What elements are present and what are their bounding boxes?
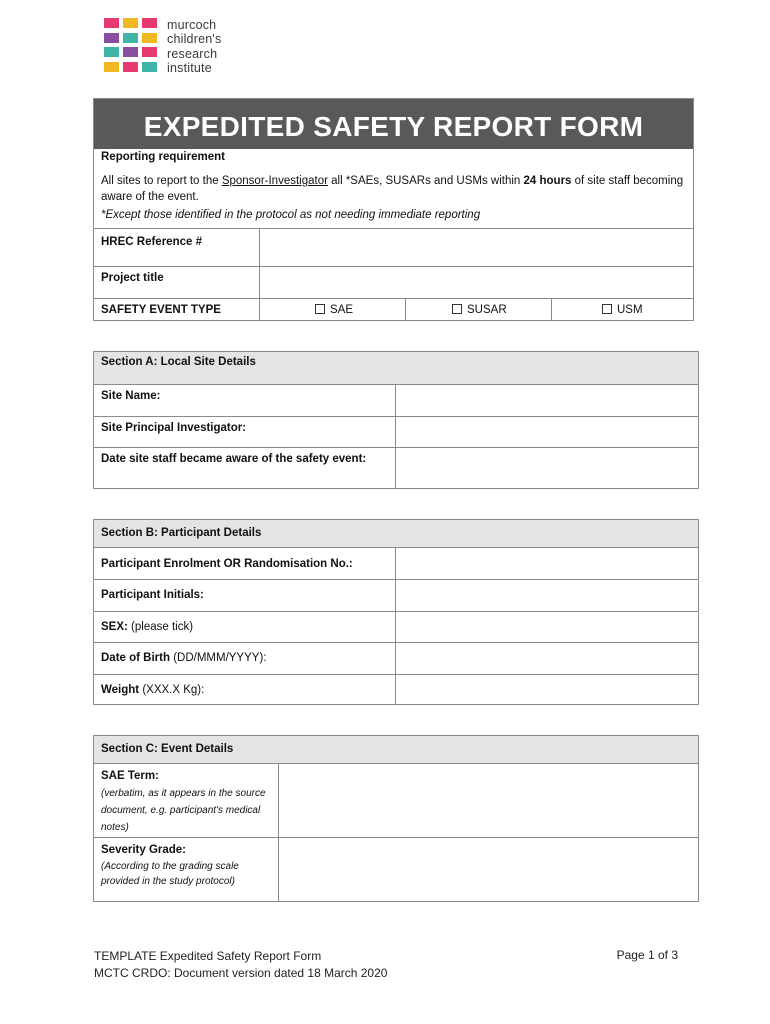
form-header-table (93, 98, 694, 321)
reporting-text-part: all *SAEs, SUSARs and USMs within (327, 175, 524, 187)
enrolment-label: Participant Enrolment OR Randomisation No.: (101, 558, 353, 570)
reporting-text (101, 173, 685, 205)
weight-hint: (XXX.X Kg): (139, 684, 205, 696)
sex-input[interactable] (395, 612, 698, 642)
logo-tile (104, 18, 119, 28)
logo-tile (104, 62, 119, 72)
logo-tile (123, 33, 138, 43)
page-number: Page 1 of 3 (616, 948, 678, 962)
footer-line: MCTC CRDO: Document version dated 18 March 2020 (94, 966, 388, 980)
dob-label (101, 649, 266, 667)
site-pi-input[interactable] (395, 417, 698, 447)
weight-input[interactable] (395, 675, 698, 704)
sae-term-hint: (verbatim, as it appears in the source document, e.g. participant's medical notes) (101, 788, 266, 833)
severity-title: Severity Grade: (101, 844, 187, 856)
sex-label-text: SEX: (101, 621, 128, 633)
dob-row (94, 642, 698, 674)
section-b-title: Section B: Participant Details (101, 527, 262, 539)
sae-term-row (94, 763, 698, 837)
form-title: EXPEDITED SAFETY REPORT FORM (94, 99, 693, 149)
site-name-row (94, 384, 698, 416)
section-c-header (94, 736, 698, 763)
hrec-row (94, 228, 693, 266)
sae-term-input[interactable] (278, 764, 698, 837)
logo-tile (142, 62, 157, 72)
reporting-text-part: of site staff becoming aware of the event. (101, 175, 684, 203)
site-pi-label: Site Principal Investigator: (101, 422, 247, 434)
section-b-header (94, 520, 698, 547)
footer (94, 948, 387, 982)
event-type-label: SAFETY EVENT TYPE (101, 304, 221, 316)
sae-option-label: SAE (330, 304, 354, 316)
project-label: Project title (101, 272, 164, 284)
section-a-header (94, 352, 698, 384)
hrec-label: HREC Reference # (101, 236, 202, 248)
severity-hint: (According to the grading scale provided in the study protocol) (101, 861, 239, 887)
footer-line: TEMPLATE Expedited Safety Report Form (94, 949, 322, 963)
reporting-deadline: 24 hours (523, 175, 572, 187)
mcri-logo (104, 18, 221, 75)
section-c-title: Section C: Event Details (101, 743, 234, 755)
reporting-text-part: All sites to report to the (101, 175, 222, 187)
severity-row (94, 837, 698, 901)
usm-option-label: USM (617, 304, 643, 316)
sae-option[interactable] (259, 299, 405, 320)
reporting-heading: Reporting requirement (101, 151, 225, 163)
initials-label: Participant Initials: (101, 589, 204, 601)
severity-label (101, 841, 273, 889)
usm-option[interactable] (551, 299, 693, 320)
logo-line: children's (167, 32, 222, 47)
date-aware-input[interactable] (395, 448, 698, 488)
dob-hint: (DD/MMM/YYYY): (170, 652, 267, 664)
date-aware-label: Date site staff became aware of the safety event: (101, 453, 367, 465)
reporting-note: *Except those identified in the protocol as not needing immediate reporting (101, 209, 481, 221)
severity-input[interactable] (278, 838, 698, 901)
susar-option[interactable] (405, 299, 551, 320)
logo-mark (104, 18, 157, 75)
sponsor-link[interactable]: Sponsor-Investigator (221, 175, 328, 187)
hrec-input[interactable] (259, 229, 693, 266)
logo-line: research (167, 46, 218, 61)
initials-row (94, 579, 698, 611)
weight-label-text: Weight (101, 684, 140, 696)
usm-option-content (602, 299, 643, 321)
dob-label-text: Date of Birth (101, 652, 170, 664)
dob-input[interactable] (395, 643, 698, 674)
susar-option-content (452, 299, 507, 321)
logo-tile (142, 18, 157, 28)
project-row (94, 266, 693, 298)
sex-label (101, 618, 193, 636)
section-b-table (93, 519, 699, 705)
sae-term-label (101, 767, 273, 836)
logo-line: murcoch (167, 18, 217, 32)
checkbox-icon[interactable] (452, 304, 462, 314)
checkbox-icon[interactable] (602, 304, 612, 314)
sex-row (94, 611, 698, 642)
logo-tile (104, 47, 119, 57)
event-type-row (94, 298, 693, 320)
section-a-table (93, 351, 699, 489)
logo-tile (123, 47, 138, 57)
logo-tile (123, 62, 138, 72)
section-c-table (93, 735, 699, 902)
logo-line: institute (167, 60, 212, 75)
weight-label (101, 681, 204, 699)
sex-hint: (please tick) (127, 621, 194, 633)
weight-row (94, 674, 698, 704)
site-name-label: Site Name: (101, 390, 161, 402)
initials-input[interactable] (395, 580, 698, 611)
date-aware-row (94, 447, 698, 488)
checkbox-icon[interactable] (315, 304, 325, 314)
project-input[interactable] (259, 267, 693, 298)
enrolment-input[interactable] (395, 548, 698, 579)
logo-tile (142, 47, 157, 57)
site-name-input[interactable] (395, 385, 698, 416)
section-a-title: Section A: Local Site Details (101, 356, 256, 368)
sae-term-title: SAE Term: (101, 770, 159, 782)
enrolment-row (94, 547, 698, 579)
susar-option-label: SUSAR (467, 304, 507, 316)
site-pi-row (94, 416, 698, 447)
reporting-requirement (101, 149, 685, 223)
logo-tile (123, 18, 138, 28)
logo-tile (104, 33, 119, 43)
logo-tile (142, 33, 157, 43)
logo-wordmark (167, 18, 221, 75)
sae-option-content (315, 299, 353, 321)
